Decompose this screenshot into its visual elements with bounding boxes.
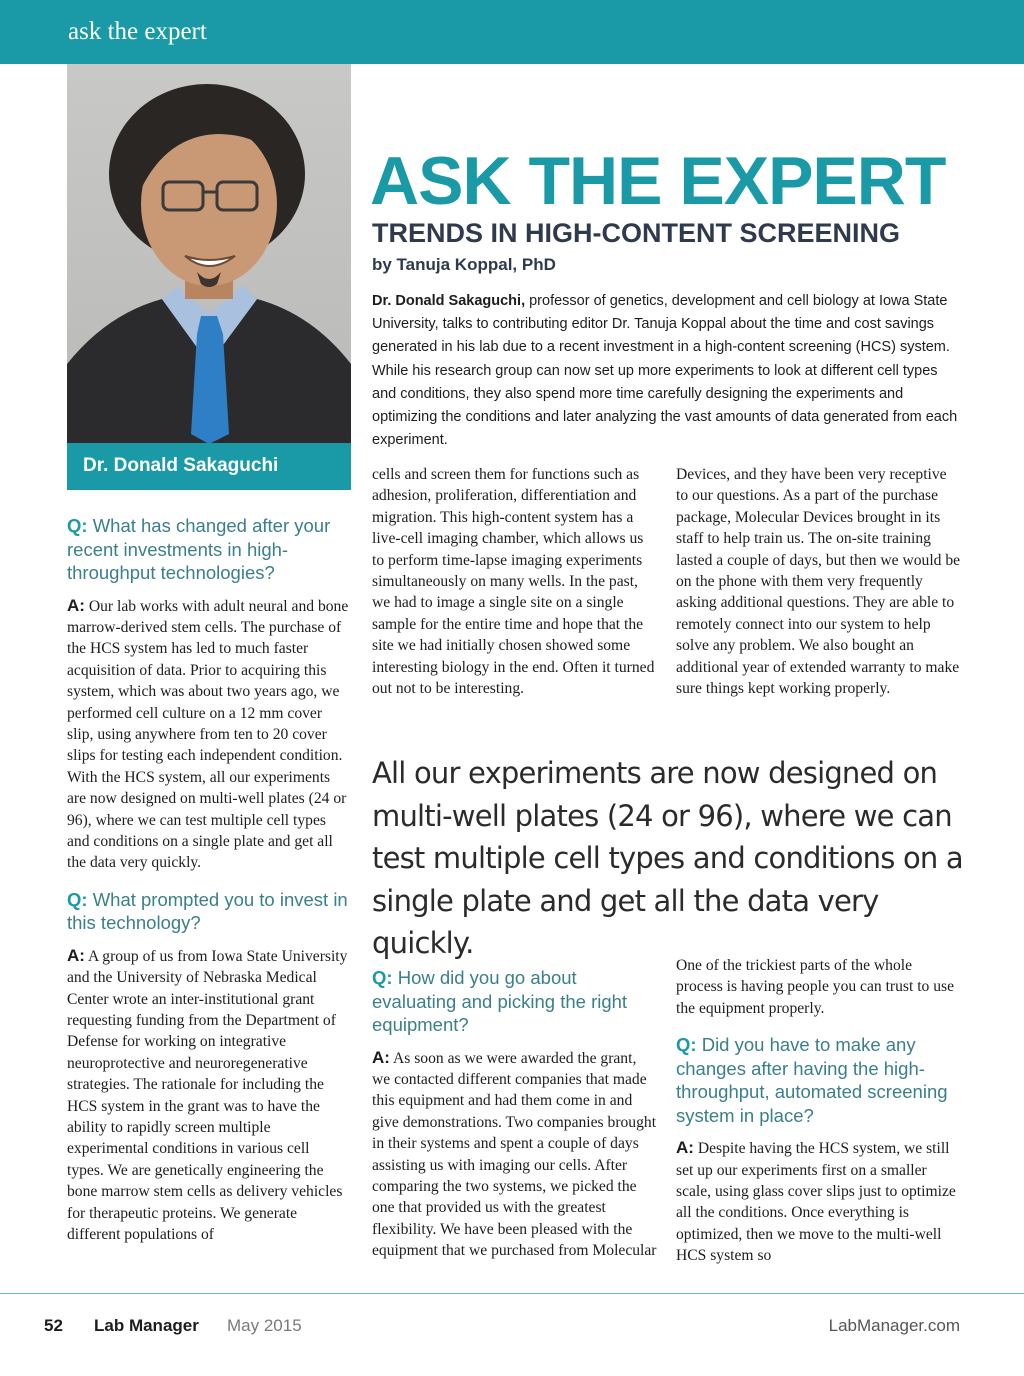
question-4: [676, 1033, 962, 1127]
question-1: [67, 514, 350, 585]
website-link[interactable]: LabManager.com: [828, 1316, 960, 1335]
article-byline: by Tanuja Koppal, PhD: [372, 255, 556, 274]
a-mark: A:: [372, 1047, 390, 1067]
answer-4: [676, 1137, 962, 1266]
portrait-illustration: [67, 64, 351, 444]
intro-name: Dr. Donald Sakaguchi,: [372, 293, 526, 309]
article-intro: [372, 290, 964, 452]
a-mark: A:: [67, 595, 85, 615]
intro-text: professor of genetics, development and cell biology at Iowa State University, talks to contributing editor Dr. Tanuja Koppal about the time and cost savings generated in his lab due to a recent investment in a high-content screening (HCS) system. While his research group can now set up more experiments to look at different cell types and conditions, they also spend more time carefully designing the experiments and optimizing the conditions and later analyzing the vast amounts of data generated from each experiment.: [372, 293, 958, 449]
section-banner: [0, 0, 1024, 64]
magazine-name: Lab Manager: [94, 1316, 199, 1335]
q-mark: Q:: [67, 888, 88, 910]
a-mark: A:: [67, 945, 85, 965]
answer-3: [372, 1047, 657, 1262]
page-number: 52: [44, 1316, 63, 1335]
question-4-text: Did you have to make any changes after having the high-throughput, automated screening system in place?: [676, 1034, 948, 1126]
column-1: [67, 514, 350, 1245]
section-label: ask the expert: [68, 18, 207, 45]
article-headline: ASK THE EXPERT: [370, 143, 946, 219]
column-3b-text: One of the trickiest parts of the whole process is having people you can trust to use the equipment properly.: [676, 957, 955, 1017]
column-2-continued: cells and screen them for functions such as adhesion, proliferation, differentiation and migration. This high-content system has a live-cell imaging chamber, which allows us to perform time-lapse imaging experiments simultaneously on many wells. In the past, we had to image a single site on a single sample for the entire time and hope that the site we had initially chosen showed some interesting biology in the end. Often it turned out not to be interesting.: [372, 466, 655, 698]
answer-1: [67, 595, 350, 874]
column-2-bottom: [372, 966, 657, 1262]
footer-divider: [0, 1293, 1024, 1294]
answer-2: [67, 945, 350, 1246]
article-subhead: TRENDS IN HIGH-CONTENT SCREENING: [372, 218, 901, 248]
a-mark: A:: [676, 1138, 694, 1158]
question-2: [67, 888, 350, 935]
column-3-top: [676, 464, 962, 699]
caption-text: Dr. Donald Sakaguchi: [83, 455, 279, 476]
column-3-continued: Devices, and they have been very receptive to our questions. As a part of the purchase package, Molecular Devices brought in its staff to help train us. The on-site training lasted a couple of days, but then we would be on the phone with them very frequently asking additional questions. They are able to remotely connect into our system to help solve any problem. We also bought an additional year of extended warranty to make sure things kept working properly.: [676, 466, 961, 698]
column-2-top: [372, 464, 656, 699]
question-3-text: How did you go about evaluating and picking the right equipment?: [372, 967, 628, 1035]
question-2-text: What prompted you to invest in this technology?: [67, 888, 348, 934]
portrait-photo: [67, 64, 351, 444]
pull-quote: All our experiments are now designed on multi-well plates (24 or 96), where we can test multiple cell types and conditions on a single plate and get all the data very quickly.: [372, 756, 963, 960]
answer-1-text: Our lab works with adult neural and bone marrow-derived stem cells. The purchase of the HCS system has led to much faster acquisition of data. Prior to acquiring this system, which was about two years ago, we performed cell culture on a 12 mm cover slip, using anywhere from ten to 20 cover slips for testing each independent condition. With the HCS system, all our experiments are now designed on multi-well plates (24 or 96), where we can test multiple cell types and conditions on a single plate and get all the data very quickly.: [67, 597, 349, 872]
photo-caption: [67, 443, 351, 490]
issue-date: May 2015: [227, 1316, 302, 1335]
answer-2-text: A group of us from Iowa State University and the University of Nebraska Medical Center wrote an inter-institutional grant requesting funding from the Department of Defense for working on integrative neuroprotective and neuroregenerative strategies. The rationale for including the HCS system in the grant was to have the ability to rapidly screen multiple experimental conditions in various cell types. We are genetically engineering the bone marrow stem cells as delivery vehicles for therapeutic proteins. We generate different populations of: [67, 947, 348, 1244]
question-3: [372, 966, 657, 1037]
q-mark: Q:: [676, 1034, 697, 1056]
question-1-text: What has changed after your recent investments in high-throughput technologies?: [67, 515, 331, 583]
q-mark: Q:: [67, 515, 88, 536]
q-mark: Q:: [372, 967, 393, 988]
column-3-bottom: [676, 955, 962, 1267]
answer-4-text: Despite having the HCS system, we still set up our experiments first on a smaller scale, using glass cover slips just to optimize all the conditions. Once everything is optimized, then we move to the multi-well HCS system so: [676, 1140, 956, 1265]
answer-3-text: As soon as we were awarded the grant, we contacted different companies that made this equipment and had them come in and give demonstrations. Two companies brought in their systems and spent a couple of days assisting us with imaging our cells. After comparing the two systems, we picked the one that provided us with the greatest flexibility. We have been pleased with the equipment that we purchased from Molecular: [372, 1049, 657, 1260]
